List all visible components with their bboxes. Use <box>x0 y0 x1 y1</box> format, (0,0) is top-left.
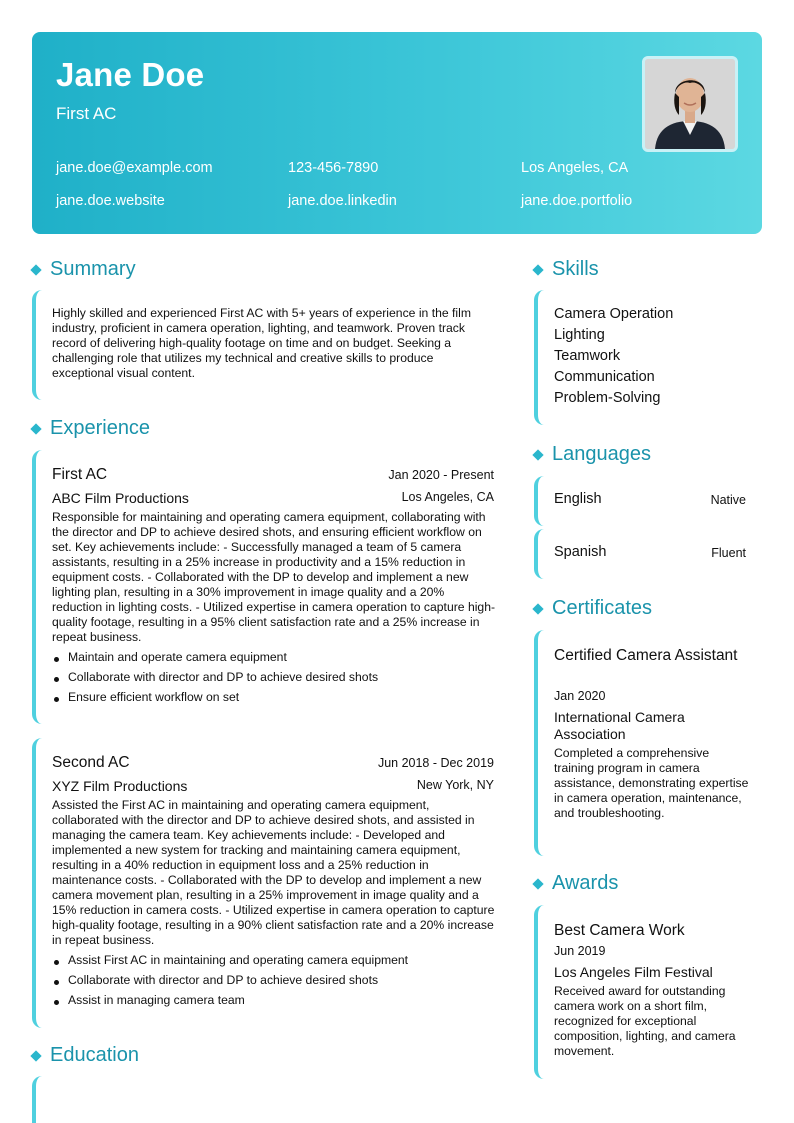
job-title: First AC <box>52 466 108 483</box>
contact-portfolio[interactable]: jane.doe.portfolio <box>521 193 633 209</box>
job-date: Jun 2018 - Dec 2019 <box>377 756 494 770</box>
language-name: English <box>554 491 602 507</box>
education-heading-label: Education <box>50 1044 139 1066</box>
job-bullet: Maintain and operate camera equipment <box>52 649 497 669</box>
job-bullet-list <box>52 952 497 1012</box>
summary-heading-label: Summary <box>50 258 136 280</box>
skill-item: Teamwork <box>554 348 621 364</box>
diamond-bullet-icon <box>532 603 543 614</box>
bullet-dot-icon <box>54 657 59 662</box>
certificate-issuer: International Camera Association <box>554 709 685 742</box>
diamond-bullet-icon <box>532 449 543 460</box>
certificates-heading <box>532 597 652 620</box>
languages-heading <box>532 443 651 466</box>
resume-header <box>32 32 762 234</box>
award-description: Received award for outstanding camera work on a short film, recognized for exceptional composition, lighting, and camera movement. <box>554 984 736 1058</box>
language-name: Spanish <box>554 544 607 560</box>
job-location: Los Angeles, CA <box>401 490 494 504</box>
award-issuer: Los Angeles Film Festival <box>554 964 713 980</box>
bullet-dot-icon <box>54 697 59 702</box>
summary-text: Highly skilled and experienced First AC with 5+ years of experience in the film industry, proficient in camera operation, lighting, and teamwork. Proven track record of delivering high-quality footage on time and on budget. Seeking a challenging role that utilizes my technical and creative skills to produce exceptional visual content. <box>52 306 471 380</box>
candidate-name: Jane Doe <box>56 56 205 93</box>
language-level: Native <box>710 493 746 507</box>
experience-heading-label: Experience <box>50 417 151 439</box>
education-block <box>32 1076 502 1123</box>
job-bullet: Assist in managing camera team <box>52 992 497 1012</box>
profile-photo <box>642 56 738 152</box>
job-description: Responsible for maintaining and operating camera equipment, collaborating with the director and DP to achieve desired shots, and ensuring efficient workflow on set. Key achievements include: - Successfully managed a team of 5 camera assistants, resulting in a 25% increase in productivity and a 15% reduction in equipment costs. - Collaborated with the DP to develop and implement a new lighting plan, resulting in a 30% improvement in image quality and a 20% reduction in lighting costs. - Utilized expertise in camera operation to capture high-quality footage, resulting in a 95% client satisfaction rate and a 25% increase in repeat business. <box>52 510 496 644</box>
award-date: Jun 2019 <box>554 944 606 958</box>
language-level: Fluent <box>711 546 746 560</box>
job-date: Jan 2020 - Present <box>388 468 494 482</box>
job-bullet: Assist First AC in maintaining and operating camera equipment <box>52 952 497 972</box>
job-description: Assisted the First AC in maintaining and operating camera equipment, collaborated with the director and DP to achieve desired shots, and assisted in managing the camera team. Key achievements include: - Developed and implemented a new system for tracking and maintaining camera equipment, resulting in a 40% reduction in equipment loss and a 25% reduction in maintenance costs. - Collaborated with the DP to develop and implement a new camera movement plan, resulting in a 25% improvement in image quality and a 15% reduction in camera costs. - Utilized expertise in camera operation to capture high-quality footage, resulting in a 90% client satisfaction rate and a 20% increase in repeat business. <box>52 798 495 947</box>
certificate-date: Jan 2020 <box>554 689 606 703</box>
job-title: Second AC <box>52 754 130 771</box>
contact-linkedin[interactable]: jane.doe.linkedin <box>288 193 397 209</box>
job-company: XYZ Film Productions <box>52 778 188 794</box>
contact-website[interactable]: jane.doe.website <box>56 193 165 209</box>
bullet-dot-icon <box>54 1000 59 1005</box>
diamond-bullet-icon <box>30 264 41 275</box>
candidate-title: First AC <box>56 104 117 123</box>
skills-heading <box>532 258 599 281</box>
certificate-description: Completed a comprehensive training program in camera assistance, demonstrating expertise in camera operation, maintenance, and troubleshooting. <box>554 746 749 820</box>
diamond-bullet-icon <box>532 264 543 275</box>
diamond-bullet-icon <box>30 1050 41 1061</box>
skill-item: Camera Operation <box>554 306 674 322</box>
contact-location: Los Angeles, CA <box>521 160 629 176</box>
certificates-heading-label: Certificates <box>552 597 653 619</box>
contact-email[interactable]: jane.doe@example.com <box>56 160 213 176</box>
skill-item: Lighting <box>554 327 605 343</box>
skill-item: Problem-Solving <box>554 390 661 406</box>
awards-heading-label: Awards <box>552 872 619 894</box>
profile-photo-illustration <box>645 59 735 149</box>
bullet-dot-icon <box>54 677 59 682</box>
job-company: ABC Film Productions <box>52 490 189 506</box>
skills-heading-label: Skills <box>552 258 599 280</box>
languages-heading-label: Languages <box>552 443 651 465</box>
summary-heading <box>30 258 136 281</box>
education-heading <box>30 1044 139 1067</box>
skill-item: Communication <box>554 369 655 385</box>
job-bullet: Ensure efficient workflow on set <box>52 689 497 709</box>
job-bullet: Collaborate with director and DP to achieve desired shots <box>52 669 497 689</box>
bullet-dot-icon <box>54 960 59 965</box>
job-bullet-list <box>52 649 497 709</box>
job-bullet: Collaborate with director and DP to achieve desired shots <box>52 972 497 992</box>
diamond-bullet-icon <box>30 423 41 434</box>
bullet-dot-icon <box>54 980 59 985</box>
certificate-title: Certified Camera Assistant <box>554 647 738 664</box>
contact-phone[interactable]: 123-456-7890 <box>288 160 379 176</box>
experience-heading <box>30 417 150 440</box>
diamond-bullet-icon <box>532 878 543 889</box>
awards-heading <box>532 872 618 895</box>
job-location: New York, NY <box>416 778 494 792</box>
award-title: Best Camera Work <box>554 922 685 939</box>
